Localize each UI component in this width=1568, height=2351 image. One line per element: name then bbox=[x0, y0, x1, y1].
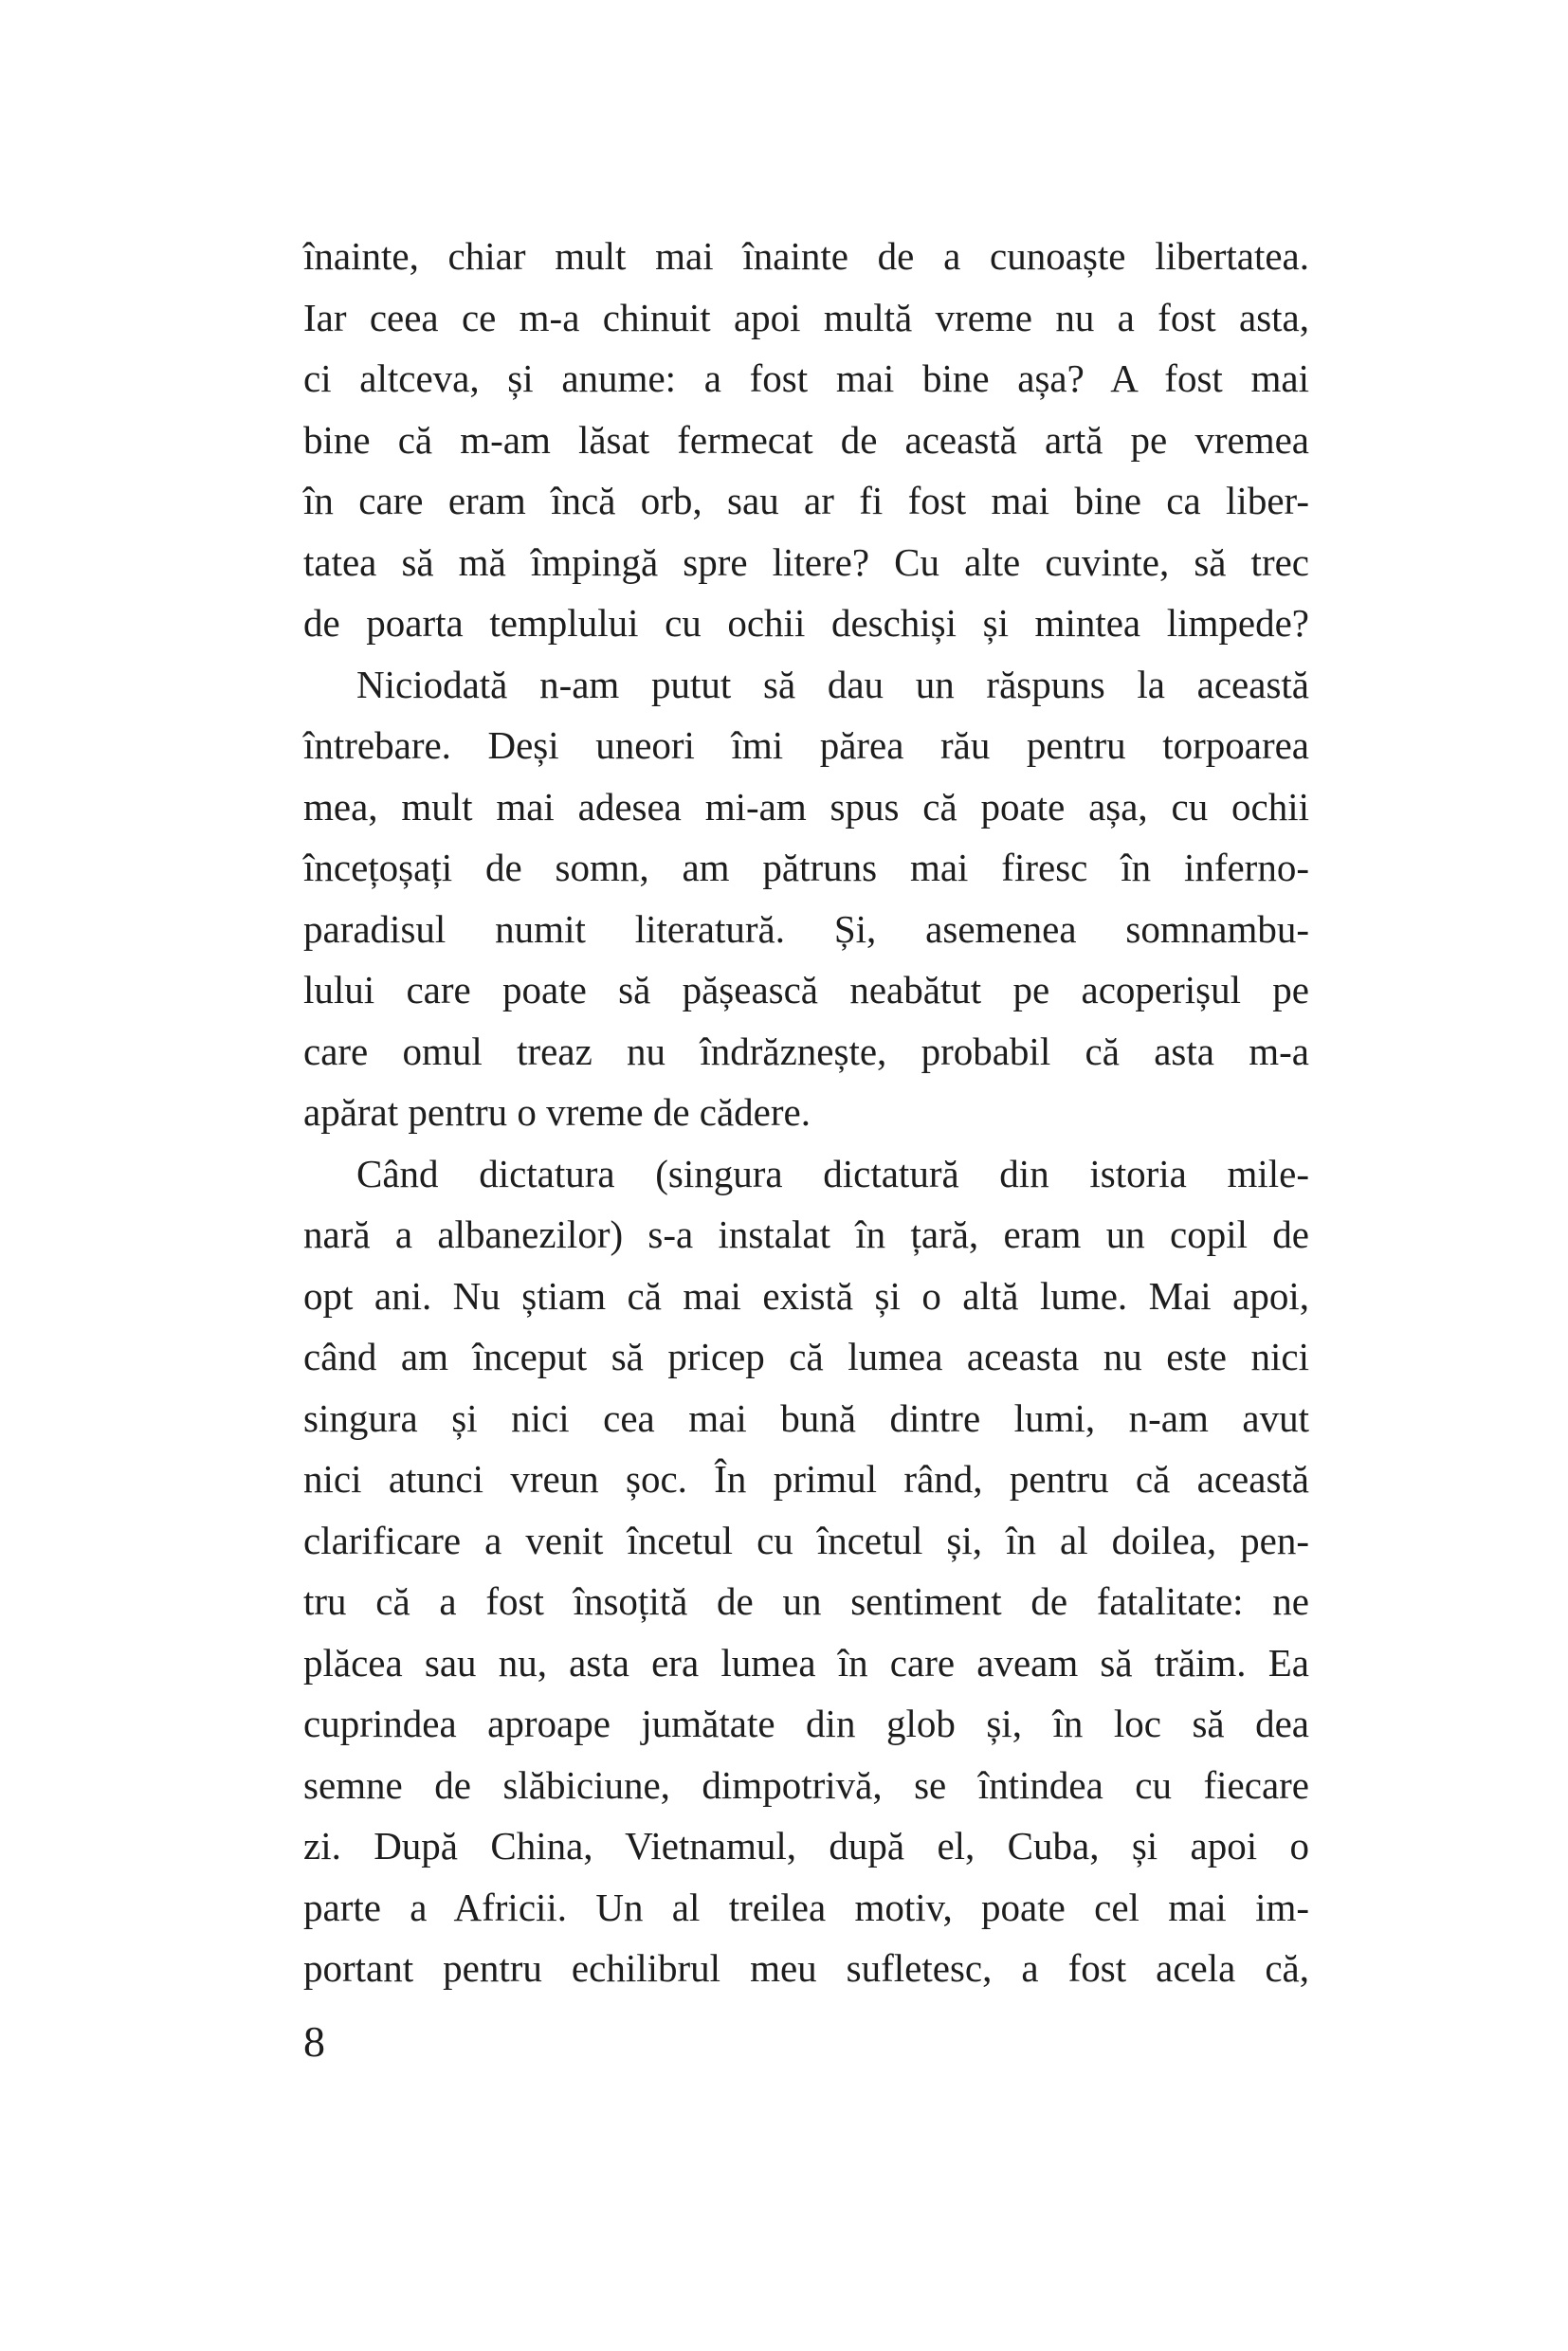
text-line: bine că m-am lăsat fermecat de această artă pe vremea bbox=[303, 417, 1309, 462]
text-line: în care eram încă orb, sau ar fi fost mai bine ca liber- bbox=[303, 479, 1309, 522]
text-line: lului care poate să pășească neabătut pe acoperișul pe bbox=[303, 968, 1309, 1011]
text-line: parte a Africii. Un al treilea motiv, poate cel mai im- bbox=[303, 1885, 1309, 1929]
text-line: nici atunci vreun șoc. În primul rând, pentru că această bbox=[303, 1457, 1309, 1501]
text-line: de poarta templului cu ochii deschiși și mintea limpede? bbox=[303, 601, 1309, 645]
text-line: Când dictatura (singura dictatură din istoria mile- bbox=[356, 1151, 1309, 1195]
text-line: Iar ceea ce m-a chinuit apoi multă vreme nu a fost asta, bbox=[303, 295, 1309, 339]
text-line: mea, mult mai adesea mi-am spus că poate așa, cu ochii bbox=[303, 784, 1309, 829]
text-line: tru că a fost însoțită de un sentiment de fatalitate: ne bbox=[303, 1579, 1309, 1623]
text-line: Niciodată n-am putut să dau un răspuns la această bbox=[356, 662, 1309, 706]
text-line: când am început să pricep că lumea aceasta nu este nici bbox=[303, 1335, 1309, 1378]
text-line: singura și nici cea mai bună dintre lumi, n-am avut bbox=[303, 1395, 1309, 1440]
text-line: zi. După China, Vietnamul, după el, Cuba, și apoi o bbox=[303, 1824, 1309, 1868]
text-line: opt ani. Nu știam că mai există și o altă lume. Mai apoi, bbox=[303, 1273, 1309, 1318]
page-number: 8 bbox=[303, 2017, 325, 2066]
text-line: tatea să mă împingă spre litere? Cu alte cuvinte, să trec bbox=[303, 539, 1309, 584]
text-line: portant pentru echilibrul meu sufletesc, a fost acela că, bbox=[303, 1946, 1309, 1990]
text-line: încețoșați de somn, am pătruns mai firesc în inferno- bbox=[303, 846, 1309, 889]
text-line: înainte, chiar mult mai înainte de a cunoaște libertatea. bbox=[303, 234, 1309, 278]
text-line: clarificare a venit încetul cu încetul și, în al doilea, pen- bbox=[303, 1518, 1309, 1562]
text-line: cuprindea aproape jumătate din glob și, în loc să dea bbox=[303, 1702, 1309, 1745]
text-line: întrebare. Deși uneori îmi părea rău pentru torpoarea bbox=[303, 723, 1309, 767]
text-line: care omul treaz nu îndrăznește, probabil că asta m-a bbox=[303, 1029, 1309, 1073]
text-line: paradisul numit literatură. Și, asemenea somnambu- bbox=[303, 906, 1309, 951]
text-line: ci altceva, și anume: a fost mai bine așa? A fost mai bbox=[303, 356, 1309, 400]
text-line: apărat pentru o vreme de cădere. bbox=[303, 1090, 811, 1134]
text-line: plăcea sau nu, asta era lumea în care aveam să trăim. Ea bbox=[303, 1640, 1309, 1685]
text-block bbox=[303, 226, 1309, 1999]
text-line: nară a albanezilor) s-a instalat în țară, eram un copil de bbox=[303, 1212, 1309, 1256]
text-line: semne de slăbiciune, dimpotrivă, se întindea cu fiecare bbox=[303, 1762, 1309, 1807]
